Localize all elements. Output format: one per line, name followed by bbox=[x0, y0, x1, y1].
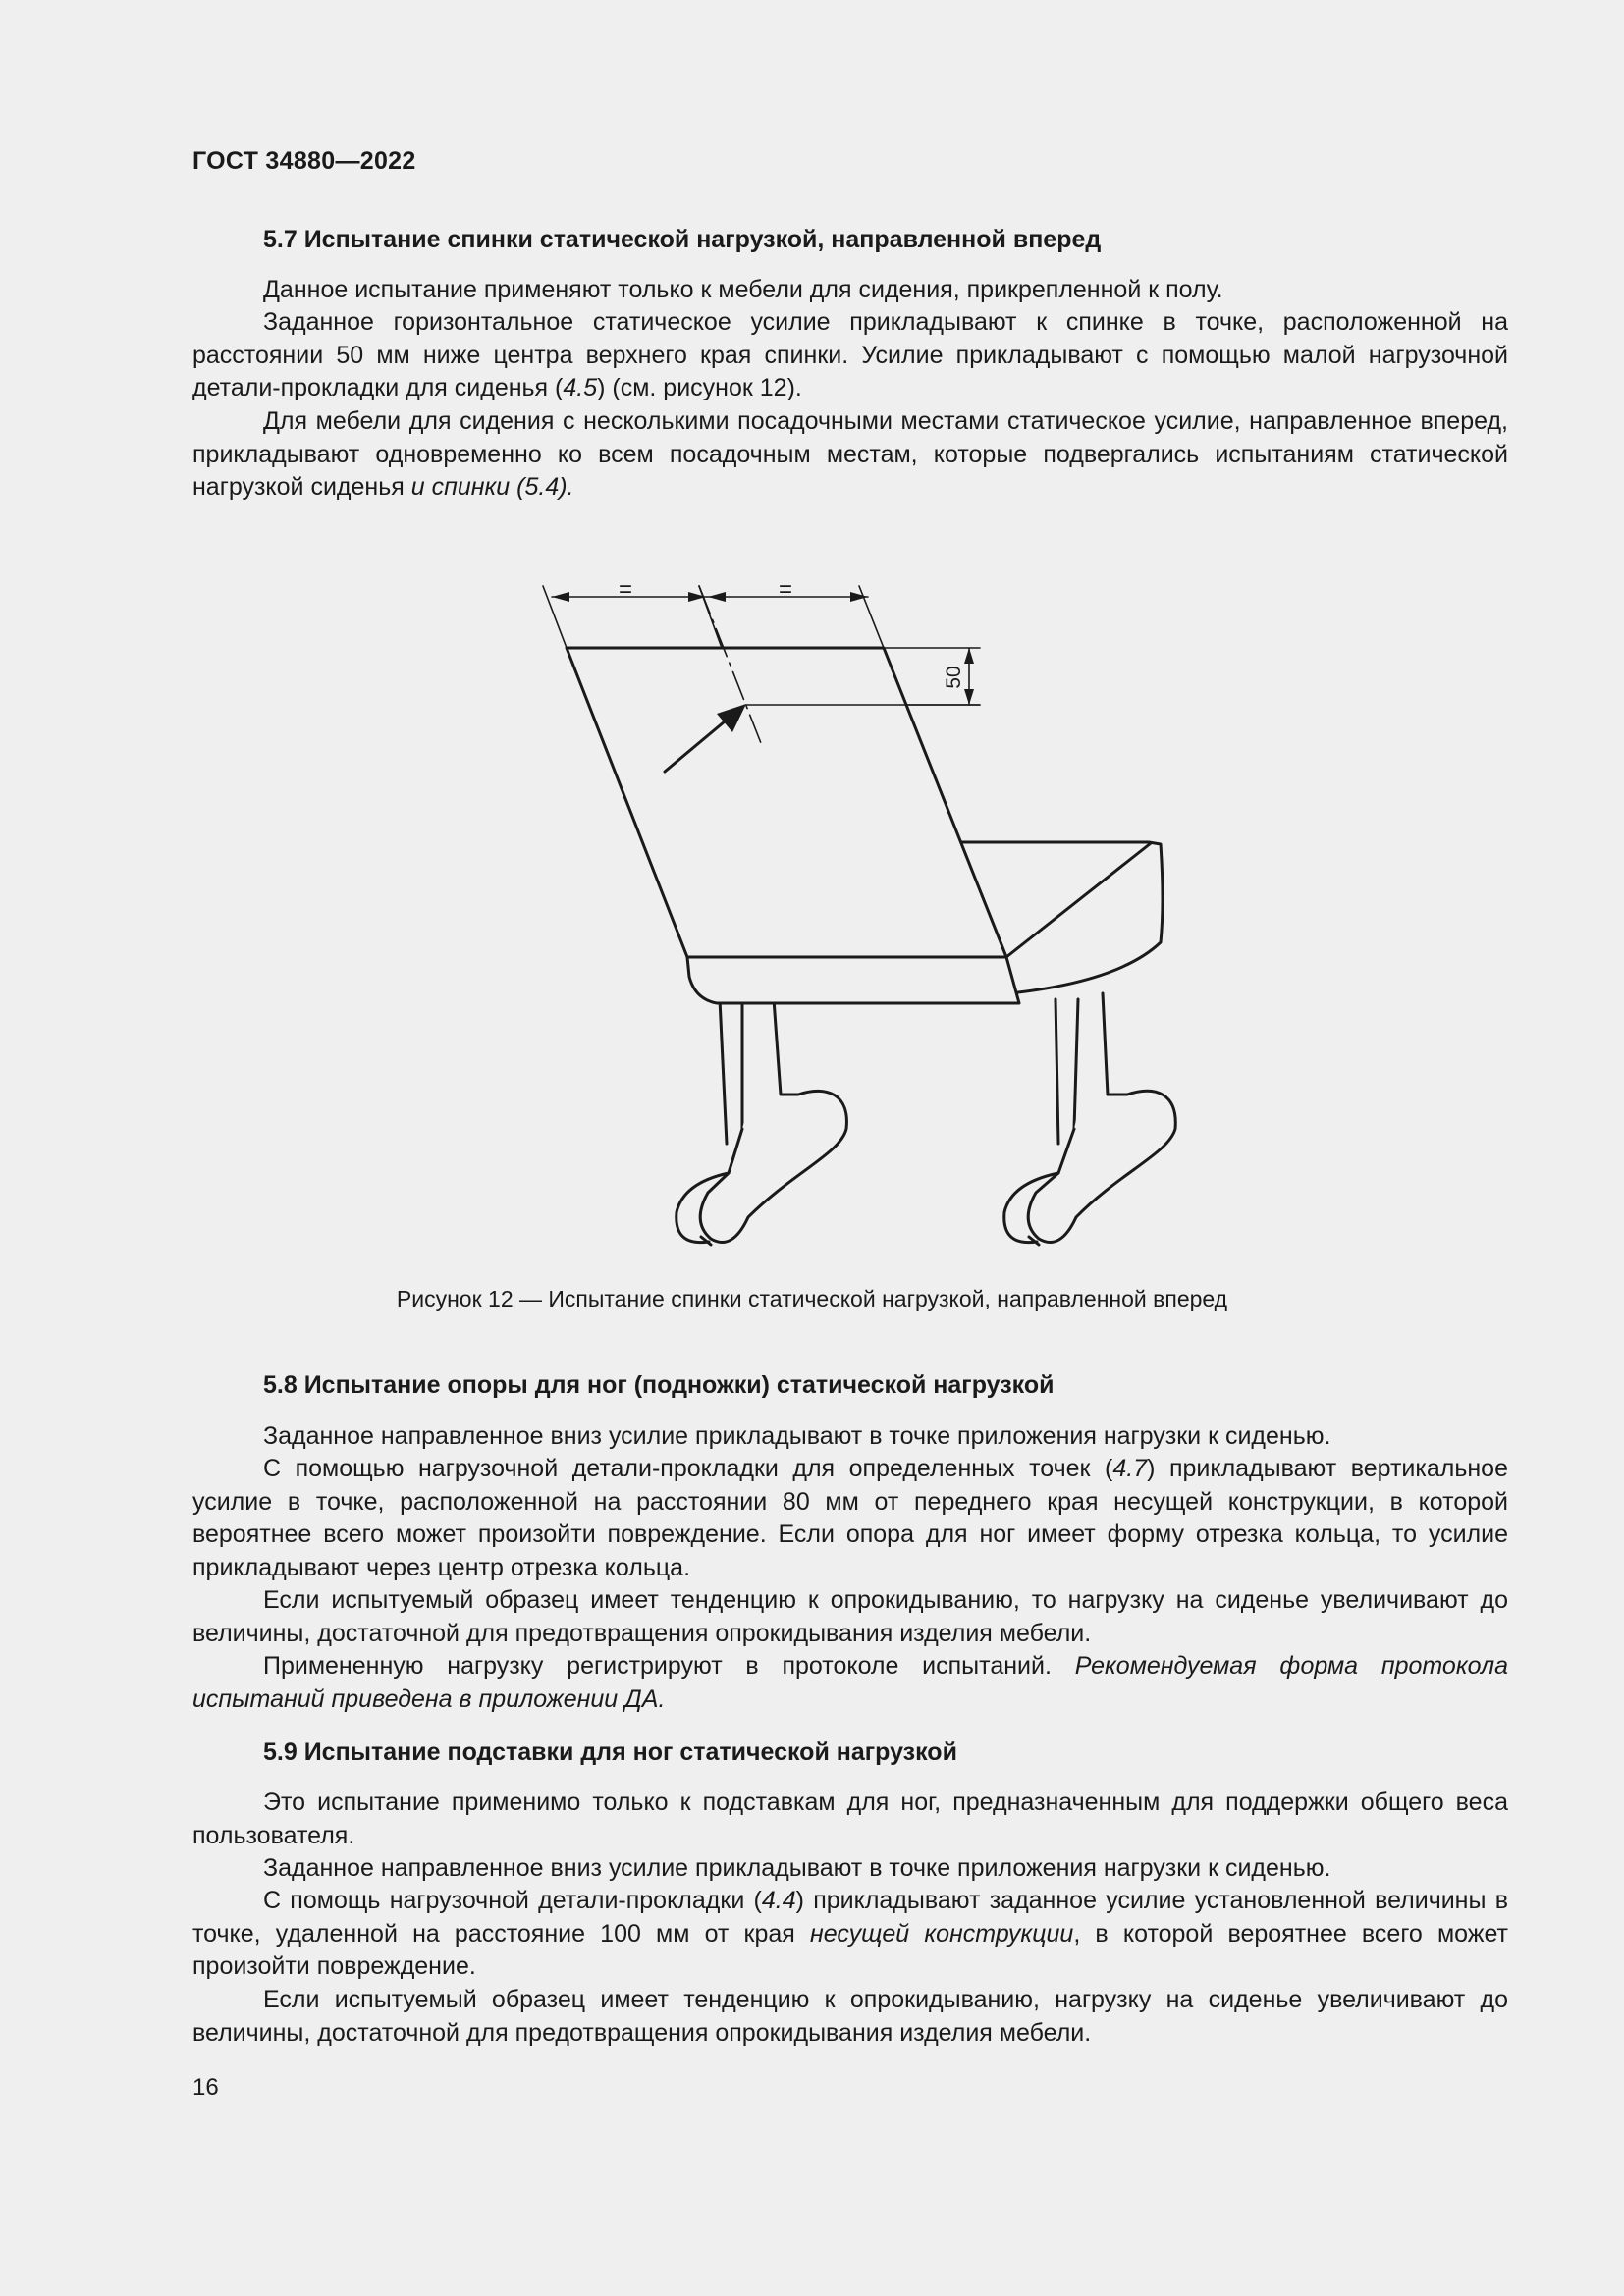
section-5-9-paragraph-2: Заданное направленное вниз усилие прикладывают в точке приложения нагрузки к сиденью. bbox=[263, 1854, 1331, 1882]
figure-12-caption: Рисунок 12 — Испытание спинки статической нагрузкой, направленной вперед bbox=[396, 1286, 1228, 1311]
section-5-7-title: 5.7 Испытание спинки статической нагрузкой, направленной вперед bbox=[263, 226, 1102, 253]
section-5-7-paragraph-3: Для мебели для сидения с несколькими посадочными местами статическое усилие, направленное вперед, прикладывают одновременно ко всем посадочным местам, которые подвергались испытаниям статической нагрузкой сиденья и спинки (5.4). bbox=[192, 407, 1508, 501]
page-number: 16 bbox=[192, 2074, 219, 2101]
dimension-equal-left: = bbox=[618, 576, 633, 603]
section-5-7-paragraph-1: Данное испытание применяют только к мебели для сидения, прикрепленной к полу. bbox=[263, 276, 1223, 303]
dimension-equal-right: = bbox=[778, 576, 793, 603]
section-5-8-paragraph-2: С помощью нагрузочной детали-прокладки для определенных точек (4.7) прикладывают вертикальное усилие в точке, расположенной на расстоянии 80 мм от переднего края несущей конструкции, в которой вероятнее всего может произойти повреждение. Если опора для ног имеет форму отрезка кольца, то усилие прикладывают через центр отрезка кольца. bbox=[192, 1455, 1508, 1581]
section-5-9-paragraph-1: Это испытание применимо только к подставкам для ног, предназначенным для поддержки общего веса пользователя. bbox=[192, 1789, 1508, 1849]
section-5-8-paragraph-1: Заданное направленное вниз усилие прикладывают в точке приложения нагрузки к сиденью. bbox=[263, 1422, 1331, 1450]
section-5-9-paragraph-4: Если испытуемый образец имеет тенденцию к опрокидыванию, нагрузку на сиденье увеличивают до величины, достаточной для предотвращения опрокидывания изделия мебели. bbox=[192, 1986, 1508, 2047]
section-5-9-title: 5.9 Испытание подставки для ног статической нагрузкой bbox=[263, 1738, 957, 1766]
section-5-8-title: 5.8 Испытание опоры для ног (подножки) статической нагрузкой bbox=[263, 1371, 1055, 1399]
dimension-50-label: 50 bbox=[943, 666, 965, 689]
section-5-8-paragraph-4: Примененную нагрузку регистрируют в протоколе испытаний. Рекомендуемая форма протокола испытаний приведена в приложении ДА. bbox=[192, 1652, 1509, 1713]
section-5-8-paragraph-3: Если испытуемый образец имеет тенденцию к опрокидыванию, то нагрузку на сиденье увеличивают до величины, достаточной для предотвращения опрокидывания изделия мебели. bbox=[192, 1586, 1508, 1647]
section-5-9-paragraph-3: С помощь нагрузочной детали-прокладки (4.4) прикладывают заданное усилие установленной величины в точке, удаленной на расстояние 100 мм от края несущей конструкции, в которой вероятнее всего может произойти повреждение. bbox=[192, 1887, 1509, 1980]
standard-header: ГОСТ 34880—2022 bbox=[192, 147, 416, 175]
section-5-7-paragraph-2: Заданное горизонтальное статическое усилие прикладывают к спинке в точке, расположенной на расстоянии 50 мм ниже центра верхнего края спинки. Усилие прикладывают с помощью малой нагрузочной детали-прокладки для сиденья (4.5) (см. рисунок 12). bbox=[192, 308, 1508, 401]
